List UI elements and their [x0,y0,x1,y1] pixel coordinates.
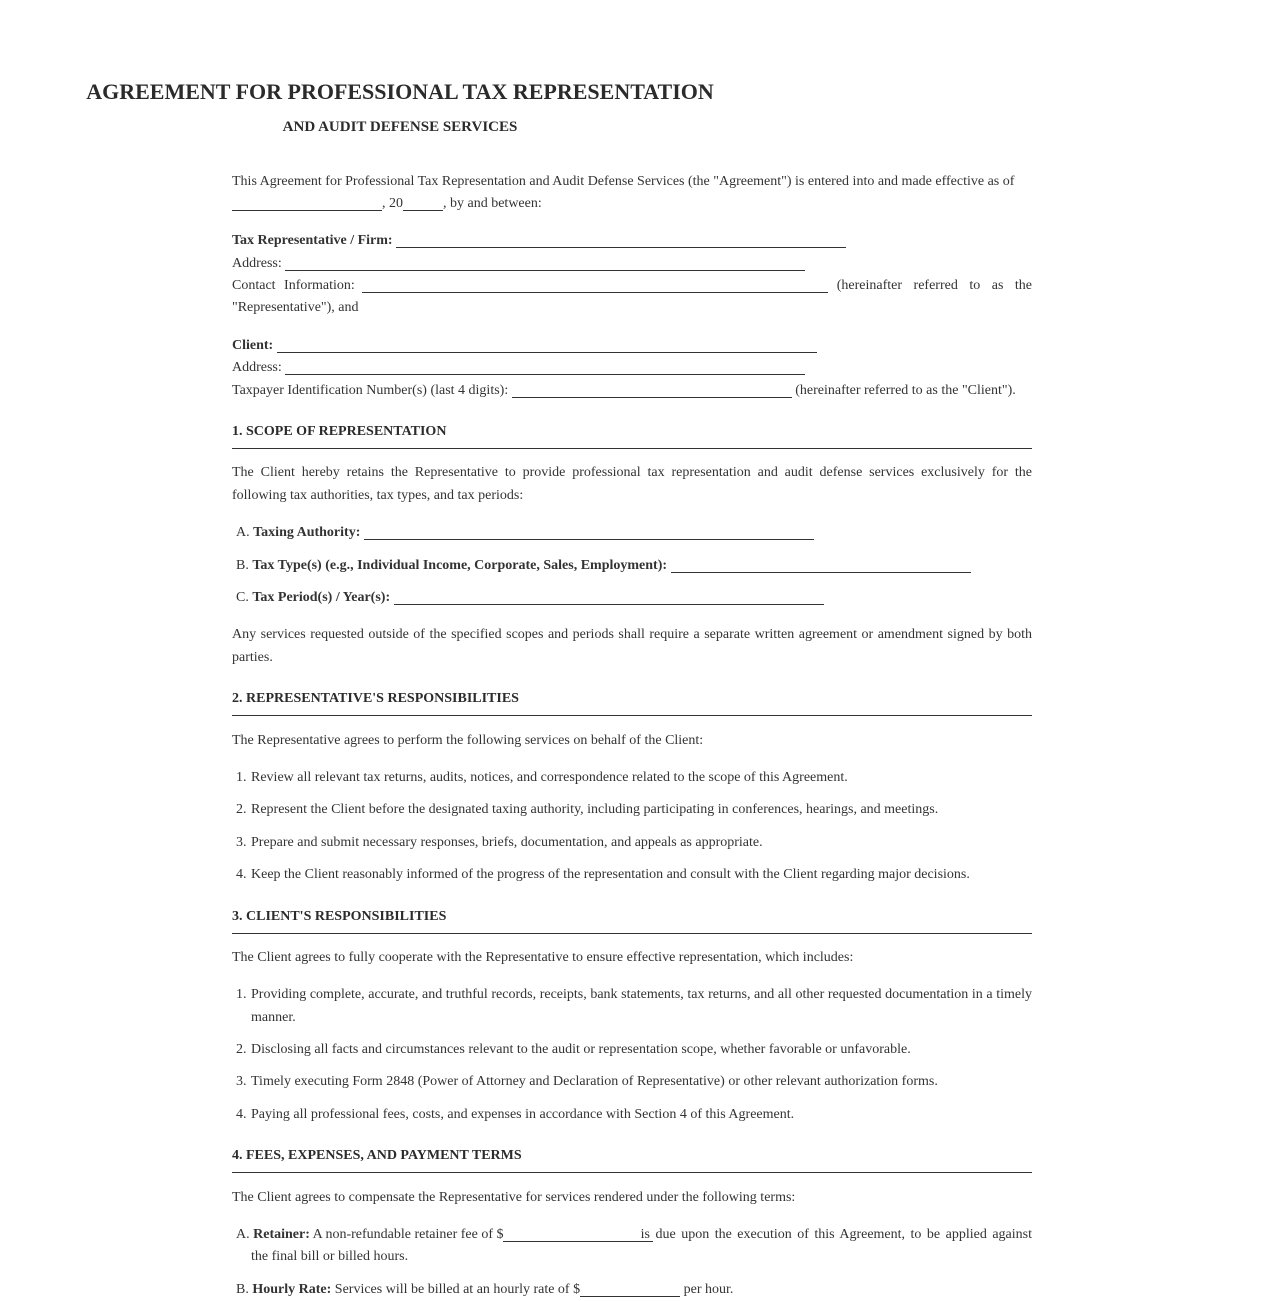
client-label: Client: [232,338,274,353]
list-item-number: 2. [236,802,247,817]
section2-intro: The Representative agrees to perform the following services on behalf of the Client: [232,733,704,748]
scope-item-label: Tax Type(s) (e.g., Individual Income, Corporate, Sales, Employment): [252,558,668,573]
client-name-line [232,334,817,357]
retainer-text-after: is due upon the execution of this Agreement, to be applied against [640,1227,1032,1242]
representative-address-label: Address: [232,256,282,271]
retainer-item [232,1223,1032,1246]
intro-text: This Agreement for Professional Tax Representation and Audit Defense Services (the "Agreement") is entered into and made effective as of [232,174,1015,189]
list-item-number: 1. [236,770,247,785]
document-subtitle: AND AUDIT DEFENSE SERVICES [282,119,518,135]
retainer-item-line2 [251,1245,408,1268]
client-name-field[interactable] [277,336,817,353]
list-item-number: 1. [236,987,247,1002]
hourly-rate-item [232,1278,733,1301]
list-item-number: 2. [236,1042,247,1057]
tax-type-field[interactable] [671,556,971,573]
contact-label: Contact Information: [232,278,355,293]
client-hereinafter: (hereinafter referred to as the "Client"). [795,383,1016,398]
section3-heading: 3. CLIENT'S RESPONSIBILITIES [232,908,1032,934]
representative-firm-line [232,229,846,252]
hourly-rate-field[interactable] [580,1280,680,1297]
scope-item-marker: B. [236,558,249,573]
effective-date-field[interactable] [232,194,382,211]
representative-address-field[interactable] [285,254,805,271]
client-address-line [232,356,805,379]
retainer-text-line2: the final bill or billed hours. [251,1249,409,1264]
section1-heading: 1. SCOPE OF REPRESENTATION [232,423,1032,449]
scope-item-taxing-authority [232,521,814,544]
retainer-label: Retainer: [253,1227,310,1242]
tin-label: Taxpayer Identification Number(s) (last 4 digits): [232,383,509,398]
section3-intro: The Client agrees to fully cooperate with the Representative to ensure effective representation, which includes: [232,950,854,965]
scope-item-label: Tax Period(s) / Year(s): [252,590,391,605]
list-item-number: 4. [236,1107,247,1122]
list-item-text: Keep the Client reasonably informed of the progress of the representation and consult with the Client regarding major decisions. [251,867,970,882]
representative-contact-line [232,274,1032,297]
intro-date-line [232,192,542,215]
retainer-amount-field[interactable] [503,1225,653,1242]
section1-closing: Any services requested outside of the specified scopes and periods shall require a separate written agreement or amendment signed by both parties. [232,627,1032,665]
list-item-number: 4. [236,867,247,882]
list-item-number: 3. [236,835,247,850]
hourly-marker: B. [236,1282,249,1297]
intro-suffix: , by and between: [443,196,542,211]
scope-item-tax-type [232,554,971,577]
section1-intro: The Client hereby retains the Representative to provide professional tax representation and audit defense services exclusively for the following tax authorities, tax types, and tax periods: [232,465,1032,503]
list-item-text: Providing complete, accurate, and truthful records, receipts, bank statements, tax returns, and all other requested documentation in a timely manner. [251,987,1032,1025]
section2-heading: 2. REPRESENTATIVE'S RESPONSIBILITIES [232,690,1032,716]
year-prefix: , 20 [382,196,403,211]
representative-hereinafter-line2 [232,296,359,319]
list-item-text: Prepare and submit necessary responses, briefs, documentation, and appeals as appropriate. [251,835,763,850]
scope-item-tax-period [232,586,824,609]
client-tin-line [232,379,1016,402]
list-item-text: Review all relevant tax returns, audits, notices, and correspondence related to the scope of this Agreement. [251,770,848,785]
tin-field[interactable] [512,381,792,398]
intro-paragraph [232,170,1032,193]
contact-field[interactable] [362,276,828,293]
list-item-number: 3. [236,1074,247,1089]
scope-item-marker: C. [236,590,249,605]
effective-year-field[interactable] [403,194,443,211]
scope-item-label: Taxing Authority: [253,525,361,540]
scope-item-marker: A. [236,525,250,540]
hourly-label: Hourly Rate: [252,1282,332,1297]
list-item-text: Paying all professional fees, costs, and expenses in accordance with Section 4 of this Agreement. [251,1107,795,1122]
section4-heading: 4. FEES, EXPENSES, AND PAYMENT TERMS [232,1147,1032,1173]
retainer-marker: A. [236,1227,250,1242]
client-address-label: Address: [232,360,282,375]
section4-intro: The Client agrees to compensate the Representative for services rendered under the following terms: [232,1190,796,1205]
document-title: AGREEMENT FOR PROFESSIONAL TAX REPRESENTATION [86,79,714,104]
list-item-text: Represent the Client before the designated taxing authority, including participating in conferences, hearings, and meetings. [251,802,939,817]
representative-address-line [232,252,805,275]
client-address-field[interactable] [285,358,805,375]
representative-hereinafter-2: "Representative"), and [232,300,359,315]
tax-period-field[interactable] [394,588,824,605]
taxing-authority-field[interactable] [364,523,814,540]
list-item-text: Disclosing all facts and circumstances relevant to the audit or representation scope, whether favorable or unfavorable. [251,1042,911,1057]
hourly-text-before: Services will be billed at an hourly rate of $ [334,1282,581,1297]
retainer-text-before: A non-refundable retainer fee of $ [312,1227,504,1242]
hourly-text-after: per hour. [683,1282,734,1297]
firm-label: Tax Representative / Firm: [232,233,393,248]
representative-hereinafter: (hereinafter referred to as the [836,278,1032,293]
list-item-text: Timely executing Form 2848 (Power of Attorney and Declaration of Representative) or other relevant authorization forms. [251,1074,938,1089]
firm-field[interactable] [396,231,846,248]
